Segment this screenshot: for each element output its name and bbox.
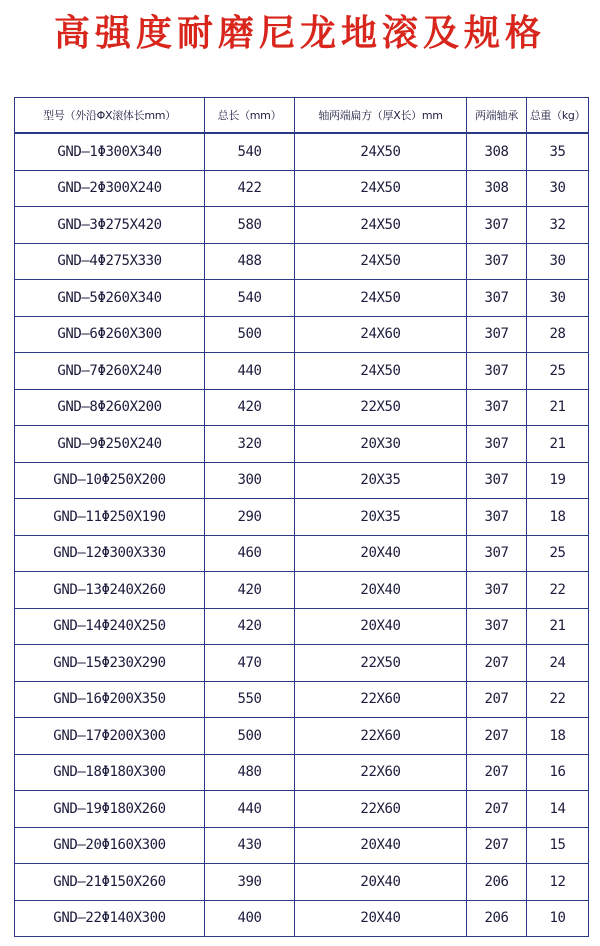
table-row [15,572,589,609]
cell-bearing: 307 [467,608,527,645]
spec-table [14,97,589,937]
cell-bearing: 206 [467,900,527,937]
cell-model: GND—1Φ300X340 [15,133,205,170]
page-title: 高强度耐磨尼龙地滚及规格 [53,13,546,54]
cell-total-length: 430 [205,827,295,864]
cell-shaft-flat: 24X50 [295,133,467,170]
cell-bearing: 307 [467,316,527,353]
cell-model: GND—6Φ260X300 [15,316,205,353]
cell-total-length: 550 [205,681,295,718]
cell-bearing: 207 [467,645,527,682]
table-body [15,133,589,937]
cell-shaft-flat: 22X50 [295,645,467,682]
table-row [15,280,589,317]
cell-total-length: 488 [205,243,295,280]
cell-bearing: 307 [467,389,527,426]
cell-total-length: 460 [205,535,295,572]
cell-shaft-flat: 24X50 [295,280,467,317]
cell-shaft-flat: 20X40 [295,827,467,864]
cell-total-length: 580 [205,207,295,244]
cell-bearing: 307 [467,280,527,317]
cell-model: GND—12Φ300X330 [15,535,205,572]
cell-model: GND—2Φ300X240 [15,170,205,207]
table-row [15,718,589,755]
cell-bearing: 307 [467,426,527,463]
cell-model: GND—21Φ150X260 [15,864,205,901]
table-row [15,499,589,536]
cell-shaft-flat: 20X40 [295,608,467,645]
table-row [15,170,589,207]
table-row [15,754,589,791]
cell-bearing: 206 [467,864,527,901]
cell-total-weight: 15 [527,827,589,864]
cell-total-length: 420 [205,608,295,645]
cell-bearing: 207 [467,754,527,791]
cell-shaft-flat: 20X30 [295,426,467,463]
cell-total-weight: 16 [527,754,589,791]
table-row [15,389,589,426]
cell-bearing: 307 [467,207,527,244]
cell-model: GND—19Φ180X260 [15,791,205,828]
cell-total-weight: 32 [527,207,589,244]
cell-total-weight: 12 [527,864,589,901]
cell-total-length: 420 [205,572,295,609]
cell-shaft-flat: 22X60 [295,754,467,791]
cell-total-weight: 30 [527,243,589,280]
cell-shaft-flat: 24X50 [295,243,467,280]
cell-bearing: 307 [467,462,527,499]
cell-total-length: 440 [205,353,295,390]
cell-total-weight: 35 [527,133,589,170]
cell-model: GND—8Φ260X200 [15,389,205,426]
cell-model: GND—10Φ250X200 [15,462,205,499]
cell-total-length: 470 [205,645,295,682]
cell-shaft-flat: 22X60 [295,718,467,755]
cell-total-weight: 10 [527,900,589,937]
cell-total-length: 440 [205,791,295,828]
cell-total-weight: 30 [527,280,589,317]
cell-shaft-flat: 22X60 [295,791,467,828]
cell-total-weight: 19 [527,462,589,499]
table-row [15,900,589,937]
table-row [15,608,589,645]
cell-model: GND—15Φ230X290 [15,645,205,682]
cell-total-weight: 24 [527,645,589,682]
cell-total-length: 540 [205,133,295,170]
table-header [15,98,589,134]
header-total-weight: 总重（kg） [527,98,589,134]
cell-total-weight: 18 [527,718,589,755]
cell-bearing: 207 [467,827,527,864]
cell-model: GND—7Φ260X240 [15,353,205,390]
cell-shaft-flat: 24X60 [295,316,467,353]
cell-model: GND—11Φ250X190 [15,499,205,536]
table-row [15,243,589,280]
cell-shaft-flat: 20X40 [295,864,467,901]
header-total-length: 总长（mm） [205,98,295,134]
cell-total-weight: 21 [527,389,589,426]
cell-total-length: 300 [205,462,295,499]
cell-model: GND—16Φ200X350 [15,681,205,718]
cell-model: GND—17Φ200X300 [15,718,205,755]
cell-model: GND—18Φ180X300 [15,754,205,791]
cell-total-weight: 25 [527,535,589,572]
cell-total-length: 400 [205,900,295,937]
cell-bearing: 308 [467,133,527,170]
cell-total-length: 540 [205,280,295,317]
cell-model: GND—5Φ260X340 [15,280,205,317]
header-row [15,98,589,134]
cell-bearing: 207 [467,681,527,718]
cell-total-length: 290 [205,499,295,536]
cell-model: GND—20Φ160X300 [15,827,205,864]
cell-bearing: 308 [467,170,527,207]
header-shaft-flat: 轴两端扁方（厚X长）mm [295,98,467,134]
cell-total-length: 500 [205,718,295,755]
cell-shaft-flat: 24X50 [295,353,467,390]
cell-total-length: 422 [205,170,295,207]
table-row [15,207,589,244]
cell-shaft-flat: 20X40 [295,900,467,937]
cell-model: GND—4Φ275X330 [15,243,205,280]
cell-total-weight: 22 [527,572,589,609]
table-row [15,426,589,463]
table-row [15,645,589,682]
table-row [15,535,589,572]
cell-shaft-flat: 22X50 [295,389,467,426]
cell-total-weight: 21 [527,426,589,463]
cell-total-weight: 30 [527,170,589,207]
cell-total-length: 500 [205,316,295,353]
cell-model: GND—3Φ275X420 [15,207,205,244]
cell-total-length: 320 [205,426,295,463]
table-row [15,791,589,828]
cell-total-weight: 21 [527,608,589,645]
table-row [15,864,589,901]
cell-total-weight: 14 [527,791,589,828]
cell-shaft-flat: 20X40 [295,572,467,609]
cell-shaft-flat: 20X35 [295,499,467,536]
cell-total-length: 420 [205,389,295,426]
cell-model: GND—14Φ240X250 [15,608,205,645]
table-row [15,827,589,864]
cell-model: GND—13Φ240X260 [15,572,205,609]
cell-bearing: 307 [467,572,527,609]
cell-total-length: 480 [205,754,295,791]
cell-bearing: 307 [467,535,527,572]
cell-total-length: 390 [205,864,295,901]
cell-shaft-flat: 24X50 [295,170,467,207]
header-model: 型号（外沿ΦX滚体长mm） [15,98,205,134]
cell-bearing: 307 [467,353,527,390]
cell-model: GND—22Φ140X300 [15,900,205,937]
table-row [15,316,589,353]
cell-shaft-flat: 22X60 [295,681,467,718]
cell-shaft-flat: 24X50 [295,207,467,244]
cell-total-weight: 28 [527,316,589,353]
cell-model: GND—9Φ250X240 [15,426,205,463]
table-row [15,353,589,390]
cell-shaft-flat: 20X40 [295,535,467,572]
cell-total-weight: 18 [527,499,589,536]
cell-bearing: 307 [467,499,527,536]
header-bearing: 两端轴承 [467,98,527,134]
cell-shaft-flat: 20X35 [295,462,467,499]
table-row [15,462,589,499]
cell-bearing: 207 [467,718,527,755]
table-row [15,133,589,170]
cell-bearing: 307 [467,243,527,280]
cell-total-weight: 22 [527,681,589,718]
table-row [15,681,589,718]
cell-total-weight: 25 [527,353,589,390]
cell-bearing: 207 [467,791,527,828]
